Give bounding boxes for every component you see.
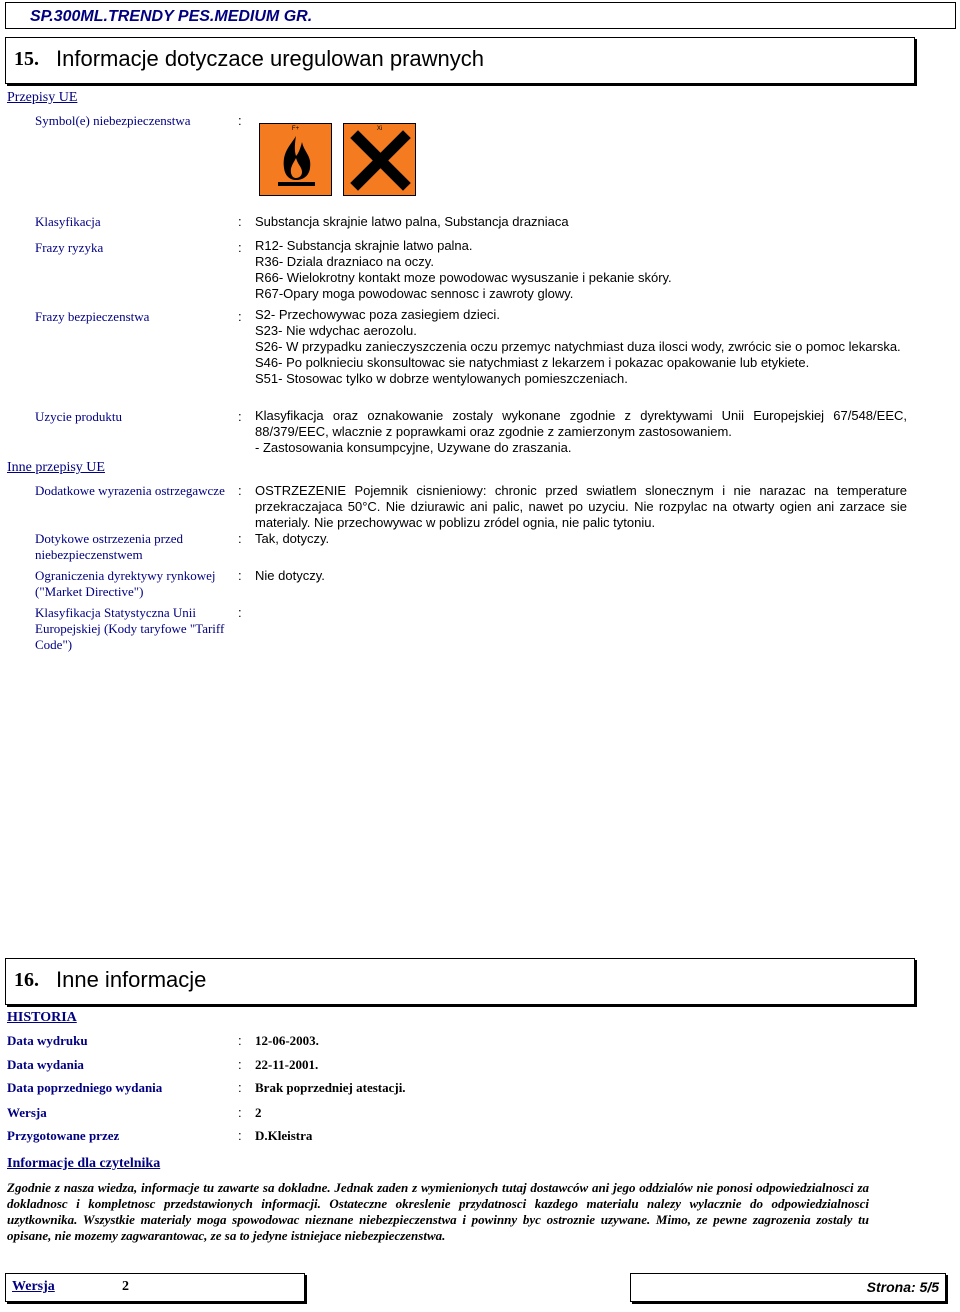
- market-directive-value: Nie dotyczy.: [255, 568, 325, 583]
- usage-text: Klasyfikacja oraz oznakowanie zostaly wykonane zgodnie z dyrektywami Unii Europejskiej 67/548/EEC, 88/379/EEC, wlacznie z poprawkami oraz zgodnie z zamierzonym zastosowaniem.: [255, 408, 907, 439]
- section-title: Informacje dotyczace uregulowan prawnych: [56, 46, 485, 71]
- disclaimer-text: Zgodnie z nasza wiedza, informacje tu zawarte sa dokladne. Jednak zaden z wymienionych tutaj dostawców ani jego oddzialów nie ponosi odpowiedzialnosci za dokladnosc i kompletnosc przedstawionych informacji. Ostateczne okreslenie przydatnosci kazdego materialu nalezy wylacznie do odpowiedzialnosci uzytkownika. Wszystkie materialy moga spowodowac nieznane niebezpieczenstwa i powinny byc ostroznie uzywane. Mimo, ze pewne zagrozenia zostaly tu opisane, nie mozemy zagwarantowac, ze sa to jedyne istniejace niebezpieczenstwa.: [7, 1180, 869, 1243]
- document-header: [5, 2, 956, 29]
- prepared-by-value: D.Kleistra: [255, 1128, 313, 1143]
- colon: :: [238, 1033, 242, 1048]
- section-15-header: [5, 37, 915, 84]
- risk-phrase: R36- Dziala drazniaco na oczy.: [255, 254, 434, 269]
- colon: :: [238, 568, 242, 583]
- pictogram-code: F+: [291, 126, 300, 132]
- safety-phrases-list: [255, 307, 907, 387]
- previous-issue-value: Brak poprzedniej atestacji.: [255, 1080, 406, 1095]
- risk-phrase: R67-Opary moga powodowac sennosc i zawroty glowy.: [255, 286, 574, 301]
- safety-phrase: S46- Po polknieciu skonsultowac sie natychmiast z lekarzem i pokazac opakowanie lub etykiete.: [255, 355, 810, 370]
- reader-info-link[interactable]: Informacje dla czytelnika: [7, 1156, 161, 1171]
- safety-phrase: S51- Stosowac tylko w dobrze wentylowanych pomieszczeniach.: [255, 371, 628, 386]
- section-number: 16.: [14, 969, 39, 991]
- tactile-warnings-value: Tak, dotyczy.: [255, 531, 330, 546]
- history-link[interactable]: HISTORIA: [7, 1010, 77, 1025]
- classification-value: Substancja skrajnie latwo palna, Substancja drazniaca: [255, 214, 569, 229]
- risk-phrase: R12- Substancja skrajnie latwo palna.: [255, 238, 473, 253]
- colon: :: [238, 483, 242, 498]
- risk-phrases-list: [255, 238, 907, 302]
- issue-date-label: Data wydania: [7, 1057, 84, 1072]
- footer-version-label: Wersja: [12, 1279, 55, 1294]
- print-date-label: Data wydruku: [7, 1033, 88, 1048]
- footer-version-value: 2: [122, 1279, 129, 1294]
- colon: :: [238, 1105, 242, 1120]
- colon: :: [238, 240, 242, 255]
- footer-page-box: [630, 1273, 946, 1302]
- section-title: Inne informacje: [56, 967, 207, 992]
- section-number: 15.: [14, 48, 39, 70]
- section-16-header: [5, 958, 915, 1005]
- issue-date-value: 22-11-2001.: [255, 1057, 319, 1072]
- pictogram-irritant: [343, 123, 416, 196]
- warnings-value: OSTRZEZENIE Pojemnik cisnieniowy: chronic przed swiatlem slonecznym i nie narazac na temperature przekraczajaca 50°C. Nie dziurawic ani palic, nawet po uzyciu. Nie rozpylac na otwarty ogien ani zarzace sie materialy. Nie przechowywac w poblizu zródel ognia, nie palic tytoniu.: [255, 483, 907, 530]
- cross-icon: [344, 124, 417, 197]
- colon: :: [238, 531, 242, 546]
- usage-line: - Zastosowania konsumpcyjne, Uzywane do zraszania.: [255, 440, 572, 455]
- print-date-value: 12-06-2003.: [255, 1033, 319, 1048]
- version-value: 2: [255, 1105, 262, 1120]
- warnings-label: Dodatkowe wyrazenia ostrzegawcze: [35, 483, 225, 498]
- safety-phrase: S23- Nie wdychac aerozolu.: [255, 323, 417, 338]
- pictogram-flammable: [259, 123, 332, 196]
- colon: :: [238, 1128, 242, 1143]
- page-number: Strona: 5/5: [866, 1279, 939, 1295]
- colon: :: [238, 113, 242, 128]
- prepared-by-label: Przygotowane przez: [7, 1128, 120, 1143]
- eu-regulations-link[interactable]: Przepisy UE: [7, 90, 78, 105]
- safety-phrase: S2- Przechowywac poza zasiegiem dzieci.: [255, 307, 500, 322]
- previous-issue-label: Data poprzedniego wydania: [7, 1080, 163, 1095]
- product-name: SP.300ML.TRENDY PES.MEDIUM GR.: [30, 8, 313, 25]
- classification-label: Klasyfikacja: [35, 214, 101, 229]
- risk-phrase: R66- Wielokrotny kontakt moze powodowac wysuszanie i pekanie skóry.: [255, 270, 672, 285]
- flame-icon: [260, 124, 333, 197]
- market-directive-label: Ograniczenia dyrektywy rynkowej ("Market Directive"): [35, 568, 216, 599]
- colon: :: [238, 1080, 242, 1095]
- symbols-label: Symbol(e) niebezpieczenstwa: [35, 113, 191, 128]
- product-usage-value: [255, 408, 907, 456]
- colon: :: [238, 309, 242, 324]
- tariff-code-label: Klasyfikacja Statystyczna Unii Europejskiej (Kody taryfowe "Tariff Code"): [35, 605, 225, 652]
- product-usage-label: Uzycie produktu: [35, 409, 123, 424]
- risk-phrases-label: Frazy ryzyka: [35, 240, 104, 255]
- safety-phrase: S26- W przypadku zanieczyszczenia oczu przemyc natychmiast duza ilosci wody, zwrócic sie o pomoc lekarska.: [255, 339, 901, 354]
- other-eu-regulations-link[interactable]: Inne przepisy UE: [7, 460, 105, 475]
- safety-phrases-label: Frazy bezpieczenstwa: [35, 309, 150, 324]
- colon: :: [238, 1057, 242, 1072]
- colon: :: [238, 214, 242, 229]
- pictogram-code: Xi: [376, 126, 383, 132]
- version-label: Wersja: [7, 1105, 47, 1120]
- colon: :: [238, 605, 242, 620]
- colon: :: [238, 409, 242, 424]
- footer-version-box: [5, 1273, 305, 1302]
- tactile-warnings-label: Dotykowe ostrzezenia przed niebezpieczenstwem: [35, 531, 183, 562]
